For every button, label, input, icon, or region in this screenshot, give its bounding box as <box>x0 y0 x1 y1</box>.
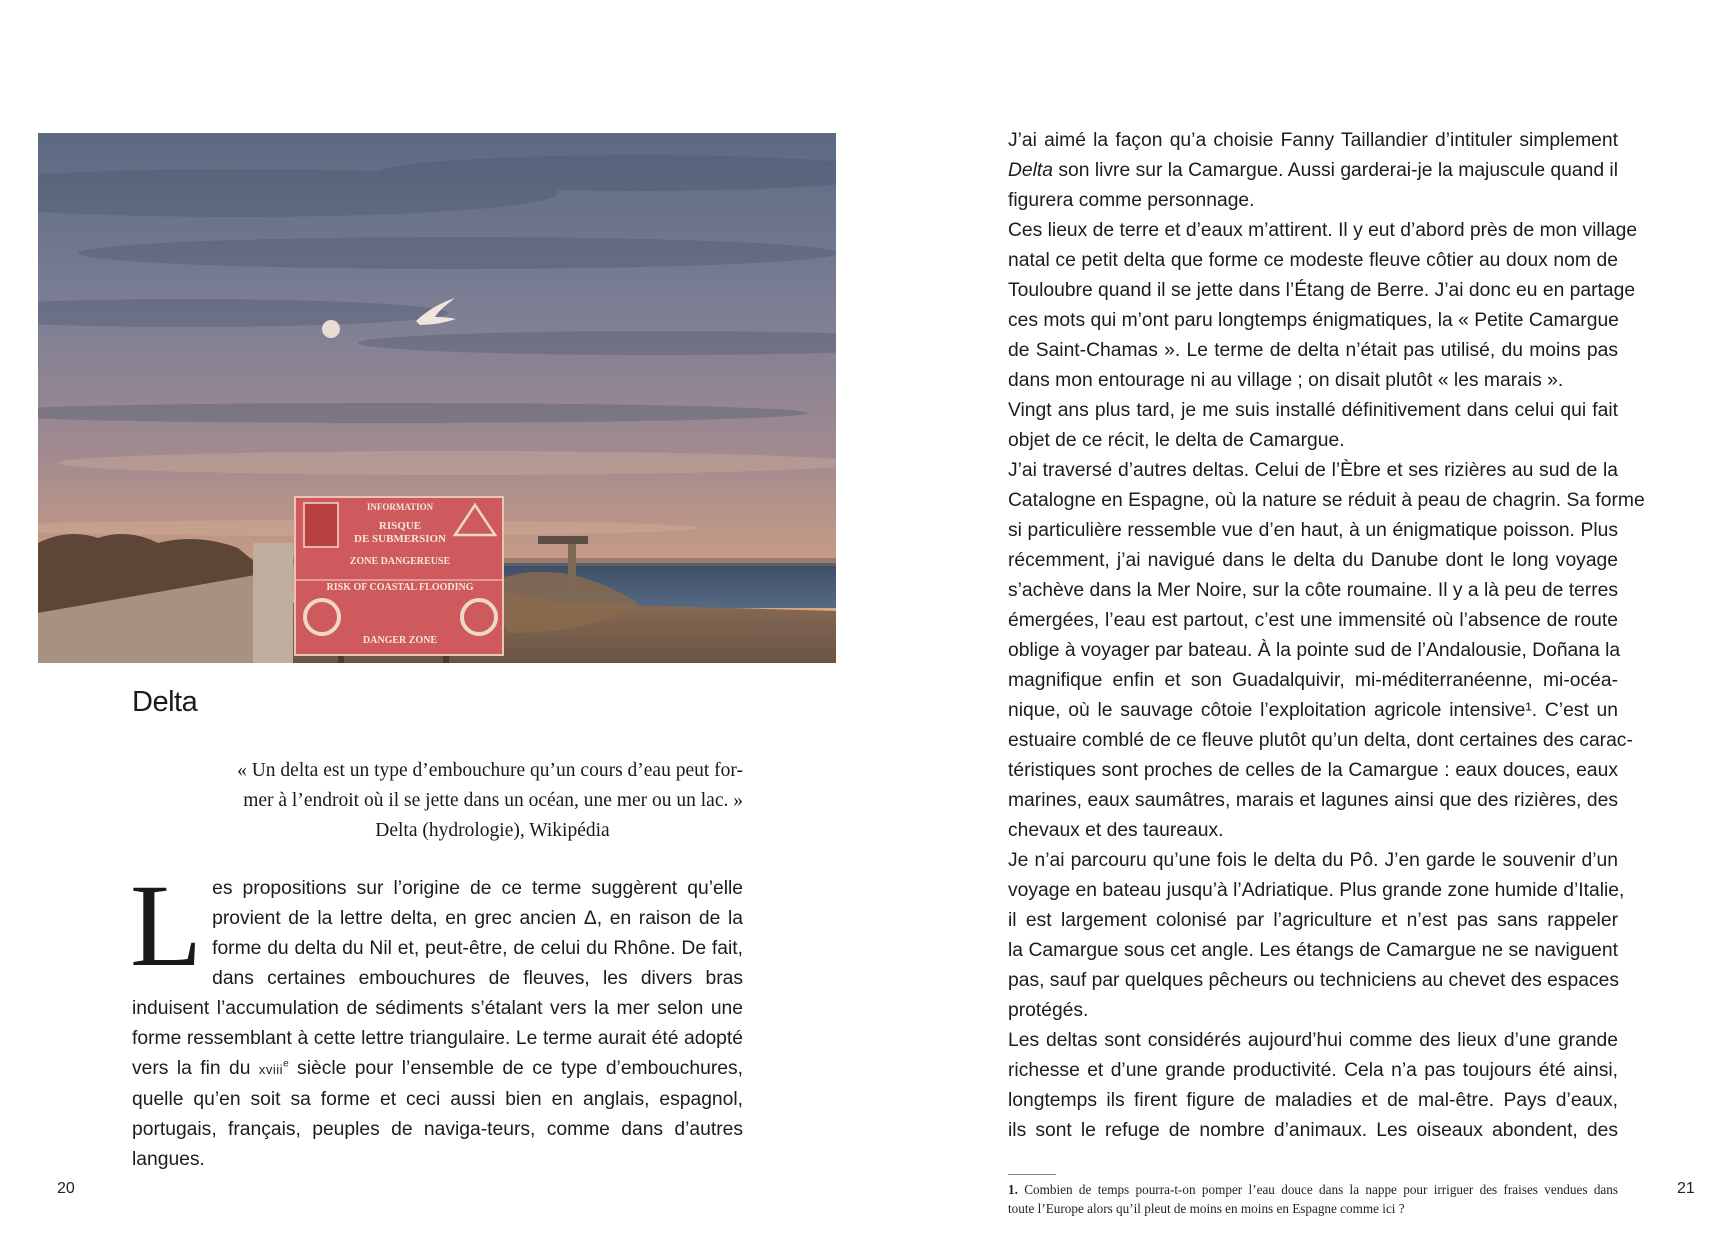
text-line: pas, sauf par quelques pêcheurs ou techniciens au chevet des espaces <box>1008 970 1619 991</box>
epigraph-line: « Un delta est un type d’embouchure qu’un cours d’eau peut for- <box>237 760 743 781</box>
text-line: J’ai traversé d’autres deltas. Celui de l’Èbre et ses rizières au sud de la <box>1008 460 1618 481</box>
text-line: dans mon entourage ni au village ; on disait plutôt « les marais ». <box>1008 370 1564 391</box>
text-line: Vingt ans plus tard, je me suis installé définitivement dans celui qui fait <box>1008 400 1618 421</box>
century-superscript: e <box>283 1058 289 1070</box>
text-line: longtemps ils firent figure de maladies et de mal-être. Pays d’eaux, <box>1008 1090 1618 1111</box>
book-title-italic: Delta <box>1008 160 1054 181</box>
sign-line: DANGER ZONE <box>362 635 438 646</box>
text-line: marines, eaux saumâtres, marais et lagunes ainsi que des rizières, des <box>1008 790 1618 811</box>
sign <box>295 497 503 655</box>
page-number: 20 <box>57 1180 75 1197</box>
text-line: protégés. <box>1008 1000 1089 1021</box>
body-text-right <box>1008 126 1645 1146</box>
text-line: ils sont le refuge de nombre d’animaux. Les oiseaux abondent, des <box>1008 1120 1618 1141</box>
text-line: s’achève dans la Mer Noire, sur la côte roumaine. Il y a là peu de terres <box>1008 580 1618 601</box>
sign-line: RISK OF COASTAL FLOODING <box>326 582 474 593</box>
text-line: Les deltas sont considérés aujourd’hui comme des lieux d’une grande <box>1008 1030 1618 1051</box>
text-line: natal ce petit delta que forme ce modeste fleuve côtier au doux nom de <box>1008 250 1618 271</box>
text-line: émergées, l’eau est partout, c’est une immensité où l’absence de route <box>1008 610 1618 631</box>
body-text-left <box>130 860 744 1175</box>
text-line: ces mots qui m’ont paru longtemps énigmatiques, la « Petite Camargue <box>1008 310 1619 331</box>
right-page <box>864 0 1728 1257</box>
text-line: figurera comme personnage. <box>1008 190 1255 211</box>
text-line: téristiques sont proches de celles de la Camargue : eaux douces, eaux <box>1008 760 1618 781</box>
sign-line: INFORMATION <box>366 502 434 512</box>
paragraph-part: es propositions sur l’origine de ce terme suggèrent qu’elle provient de la lettre delta, en grec ancien Δ, en raison de la forme du delta du Nil et, peut-être, de celui du Rhône. De fait, dans certaines embouchures de fleuves, les divers bras induisent l’accumulation de sédiments s’étalant vers la mer selon une forme ressemblant à cette lettre triangulaire. Le terme aurait été adopté vers la fin du <box>132 878 743 1079</box>
century-numeral: xviii <box>258 1062 284 1077</box>
text-line: nique, où le sauvage côtoie l’exploitation agricole intensive¹. C’est un <box>1008 700 1618 721</box>
text-line: magnifique enfin et son Guadalquivir, mi-méditerranéenne, mi-océa- <box>1008 670 1618 691</box>
footnote-rule <box>1008 1174 1056 1175</box>
text-line: récemment, j’ai navigué dans le delta du Danube dont le long voyage <box>1008 550 1618 571</box>
text-line: il est largement colonisé par l’agriculture et n’est pas sans rappeler <box>1008 910 1618 931</box>
text-line: Touloubre quand il se jette dans l’Étang de Berre. J’ai donc eu en partage <box>1008 280 1636 301</box>
sign-line: DE SUBMERSION <box>354 533 446 545</box>
text-line: Je n’ai parcouru qu’une fois le delta du Pô. J’en garde le souvenir d’un <box>1008 850 1618 871</box>
chapter-title: Delta <box>132 686 198 718</box>
drop-cap: L <box>130 860 203 991</box>
footnote-text: Combien de temps pourra-t-on pomper l’eau douce dans la nappe pour irriguer des fraises vendues dans <box>1017 1182 1618 1197</box>
text-line: Catalogne en Espagne, où la nature se réduit à peau de chagrin. Sa forme <box>1008 490 1645 511</box>
text-line: estuaire comblé de ce fleuve plutôt qu’un delta, dont certaines des carac- <box>1008 730 1633 751</box>
text-line: voyage en bateau jusqu’à l’Adriatique. Plus grande zone humide d’Italie, <box>1008 880 1625 901</box>
text-line: objet de ce récit, le delta de Camargue. <box>1008 430 1345 451</box>
epigraph-source: Delta (hydrologie), Wikipédia <box>375 820 610 841</box>
epigraph <box>132 756 743 846</box>
page-number: 21 <box>1677 1180 1695 1197</box>
footnote <box>1008 1180 1618 1218</box>
text-line: richesse et d’une grande productivité. Cela n’a pas toujours été ainsi, <box>1008 1060 1618 1081</box>
text-line: Delta son livre sur la Camargue. Aussi garderai-je la majuscule quand il <box>1008 160 1618 181</box>
footnote-text: toute l’Europe alors qu’il pleut de moins en moins en Espagne comme ici ? <box>1008 1201 1405 1216</box>
sign-line: RISQUE <box>378 520 422 532</box>
text-line: si particulière ressemble vue d’en haut, à un énigmatique poisson. Plus <box>1008 520 1618 541</box>
text-line: la Camargue sous cet angle. Les étangs de Camargue ne se naviguent <box>1008 940 1618 961</box>
text-line: de Saint-Chamas ». Le terme de delta n’était pas utilisé, du moins pas <box>1008 340 1618 361</box>
text-line: Ces lieux de terre et d’eaux m’attirent. Il y eut d’abord près de mon village <box>1008 220 1638 241</box>
text-line: oblige à voyager par bateau. À la pointe sud de l’Andalousie, Doñana la <box>1008 640 1621 661</box>
paragraph-part: siècle pour l’ensemble de ce type d’embouchures, quelle qu’en soit sa forme et ceci aussi bien en anglais, espagnol, portugais, français, peuples de naviga-teurs, comme dans d’autres langues. <box>132 1058 744 1170</box>
footnote-number: 1. <box>1008 1182 1018 1197</box>
delta-photo <box>38 133 836 663</box>
sign-line: ZONE DANGEREUSE <box>349 556 451 567</box>
text-line: J’ai aimé la façon qu’a choisie Fanny Taillandier d’intituler simplement <box>1008 130 1618 151</box>
epigraph-line: mer à l’endroit où il se jette dans un océan, une mer ou un lac. » <box>243 790 743 811</box>
text-line: chevaux et des taureaux. <box>1008 820 1224 841</box>
